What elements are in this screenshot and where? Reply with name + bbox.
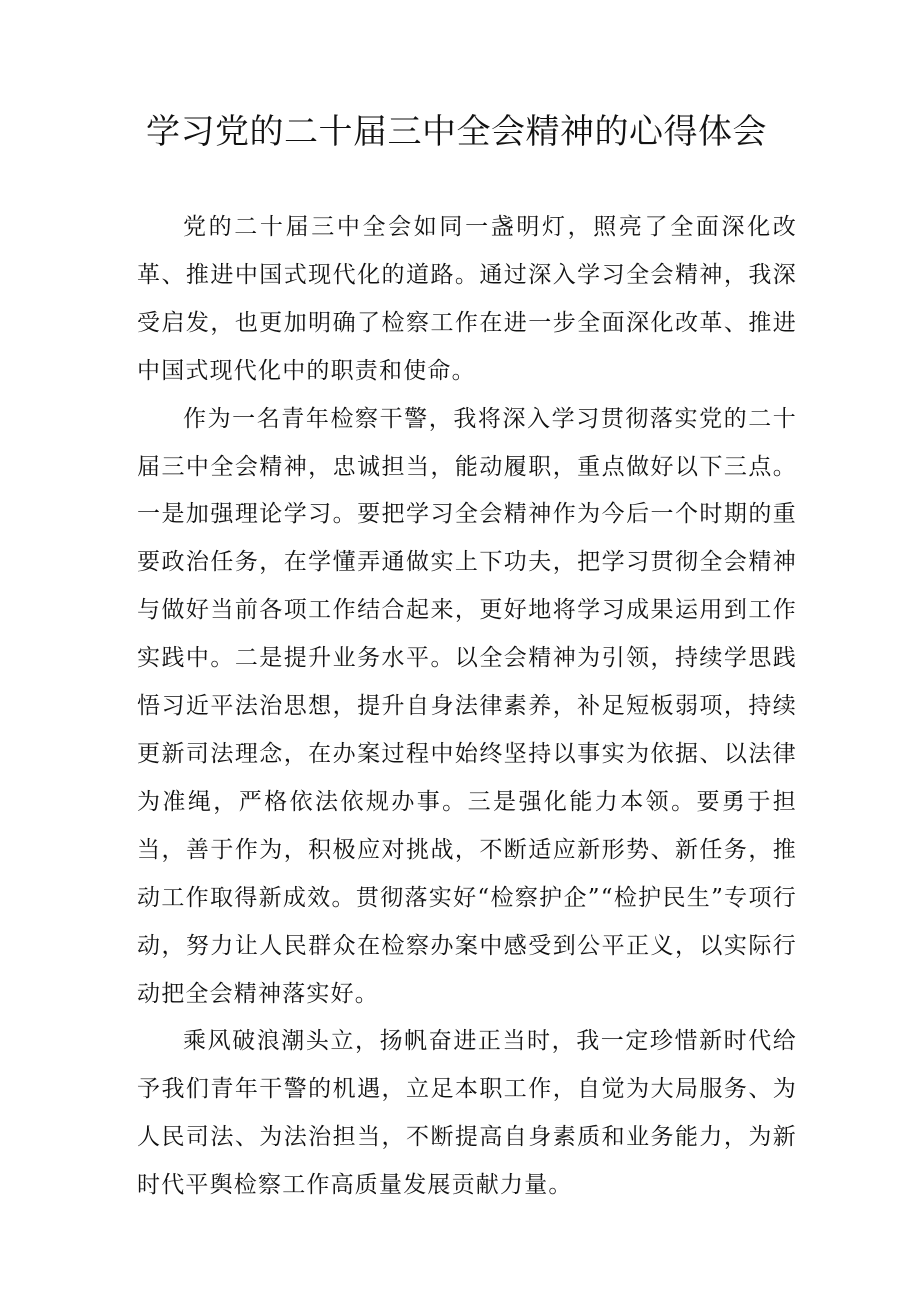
document-body bbox=[137, 204, 797, 1210]
paragraph-1: 党的二十届三中全会如同一盏明灯，照亮了全面深化改革、推进中国式现代化的道路。通过深入学习全会精神，我深受启发，也更加明确了检察工作在进一步全面深化改革、推进中国式现代化中的职责和使命。 bbox=[137, 214, 797, 384]
paragraph-3: 乘风破浪潮头立，扬帆奋进正当时，我一定珍惜新时代给予我们青年干警的机遇，立足本职工作，自觉为大局服务、为人民司法、为法治担当，不断提高自身素质和业务能力，为新时代平舆检察工作高质量发展贡献力量。 bbox=[137, 1028, 797, 1199]
paragraph-2: 作为一名青年检察干警，我将深入学习贯彻落实党的二十届三中全会精神，忠诚担当，能动履职，重点做好以下三点。一是加强理论学习。要把学习全会精神作为今后一个时期的重要政治任务，在学懂弄通做实上下功夫，把学习贯彻全会精神与做好当前各项工作结合起来，更好地将学习成果运用到工作实践中。二是提升业务水平。以全会精神为引领，持续学思践悟习近平法治思想，提升自身法律素养，补足短板弱项，持续更新司法理念，在办案过程中始终坚持以事实为依据、以法律为准绳，严格依法依规办事。三是强化能力本领。要勇于担当，善于作为，积极应对挑战，不断适应新形势、新任务，推动工作取得新成效。贯彻落实好“检察护企”“检护民生”专项行动，努力让人民群众在检察办案中感受到公平正义，以实际行动把全会精神落实好。 bbox=[137, 405, 797, 1007]
document-title: 学习党的二十届三中全会精神的心得体会 bbox=[146, 112, 767, 152]
